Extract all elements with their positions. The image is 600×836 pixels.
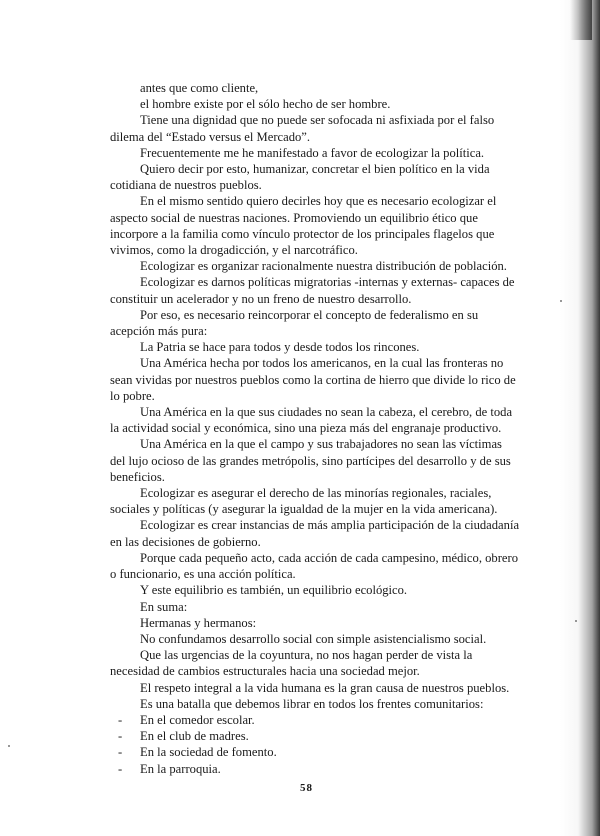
list-item [110,712,520,728]
paragraph: Ecologizar es organizar racionalmente nuestra distribución de población. [140,259,507,274]
paragraph: Ecologizar es asegurar el derecho de las minorías regionales, raciales, sociales y políticas (y asegurar la igualdad de la mujer en la vida americana). [110,486,498,517]
list-item [110,728,520,744]
paragraph: Es una batalla que debemos librar en todos los frentes comunitarios: [140,696,484,711]
paragraph: Quiero decir por esto, humanizar, concretar el bien político en la vida cotidiana de nuestros pueblos. [110,162,490,193]
paragraph: Una América en la que el campo y sus trabajadores no sean las víctimas del lujo ocioso de las grandes metrópolis, sino partícipes del desarrollo y de sus beneficios. [110,437,511,484]
page-corner-shadow [570,0,592,40]
bullet-list [110,712,520,777]
paragraph: Hermanas y hermanos: [140,615,257,630]
paragraph: Ecologizar es crear instancias de más amplia participación de la ciudadanía en las decisiones de gobierno. [110,518,520,549]
paragraph: Una América hecha por todos los americanos, en la cual las fronteras no sean vividas por nuestros pueblos como la cortina de hierro que divide lo rico de lo pobre. [110,356,516,403]
list-item [110,761,520,777]
list-marker: - [118,761,123,776]
paragraph: Y este equilibrio es también, un equilibrio ecológico. [140,583,408,598]
paragraph: Porque cada pequeño acto, cada acción de cada campesino, médico, obrero o funcionario, es una acción política. [110,550,518,582]
paragraph: Que las urgencias de la coyuntura, no nos hagan perder de vista la necesidad de cambios estructurales hacia una sociedad mejor. [110,648,473,679]
body-text [110,80,520,777]
page-number: 58 [300,782,313,794]
list-item-text: En el club de madres. [140,729,249,744]
paragraph: Frecuentemente me he manifestado a favor de ecologizar la política. [140,145,485,160]
scan-speck [8,745,10,747]
scan-speck [560,300,562,302]
paragraph: Ecologizar es darnos políticas migratorias -internas y externas- capaces de constituir un acelerador y no un freno de nuestro desarrollo. [110,275,515,306]
paragraph: La Patria se hace para todos y desde todos los rincones. [140,340,420,355]
list-item-text: En la parroquia. [140,761,221,776]
paragraph: No confundamos desarrollo social con simple asistencialismo social. [140,631,487,646]
scan-speck [575,620,577,622]
paragraph: Una América en la que sus ciudades no sean la cabeza, el cerebro, de toda la actividad social y económica, sino una pieza más del engranaje productivo. [110,405,513,436]
paragraph: antes que como cliente, [140,81,259,95]
list-item [110,744,520,760]
paragraph: Por eso, es necesario reincorporar el concepto de federalismo en su acepción más pura: [110,307,479,339]
paragraph: El respeto integral a la vida humana es la gran causa de nuestros pueblos. [140,680,510,695]
list-marker: - [118,745,123,760]
paragraph: En el mismo sentido quiero decirles hoy que es necesario ecologizar el aspecto social de nuestras naciones. Promoviendo un equilibrio ético que incorpore a la familia como vínculo protector de los principales flagelos que vivimos, como la drogadicción, y el narcotráfico. [110,194,497,258]
list-item-text: En el comedor escolar. [140,712,255,727]
paragraph: En suma: [140,599,188,614]
page-edge-shadow [560,0,600,836]
paragraph: el hombre existe por el sólo hecho de ser hombre. [140,97,391,112]
paragraph: Tiene una dignidad que no puede ser sofocada ni asfixiada por el falso dilema del “Estado versus el Mercado”. [110,113,495,144]
list-item-text: En la sociedad de fomento. [140,745,277,760]
list-marker: - [118,712,123,727]
list-marker: - [118,729,123,744]
